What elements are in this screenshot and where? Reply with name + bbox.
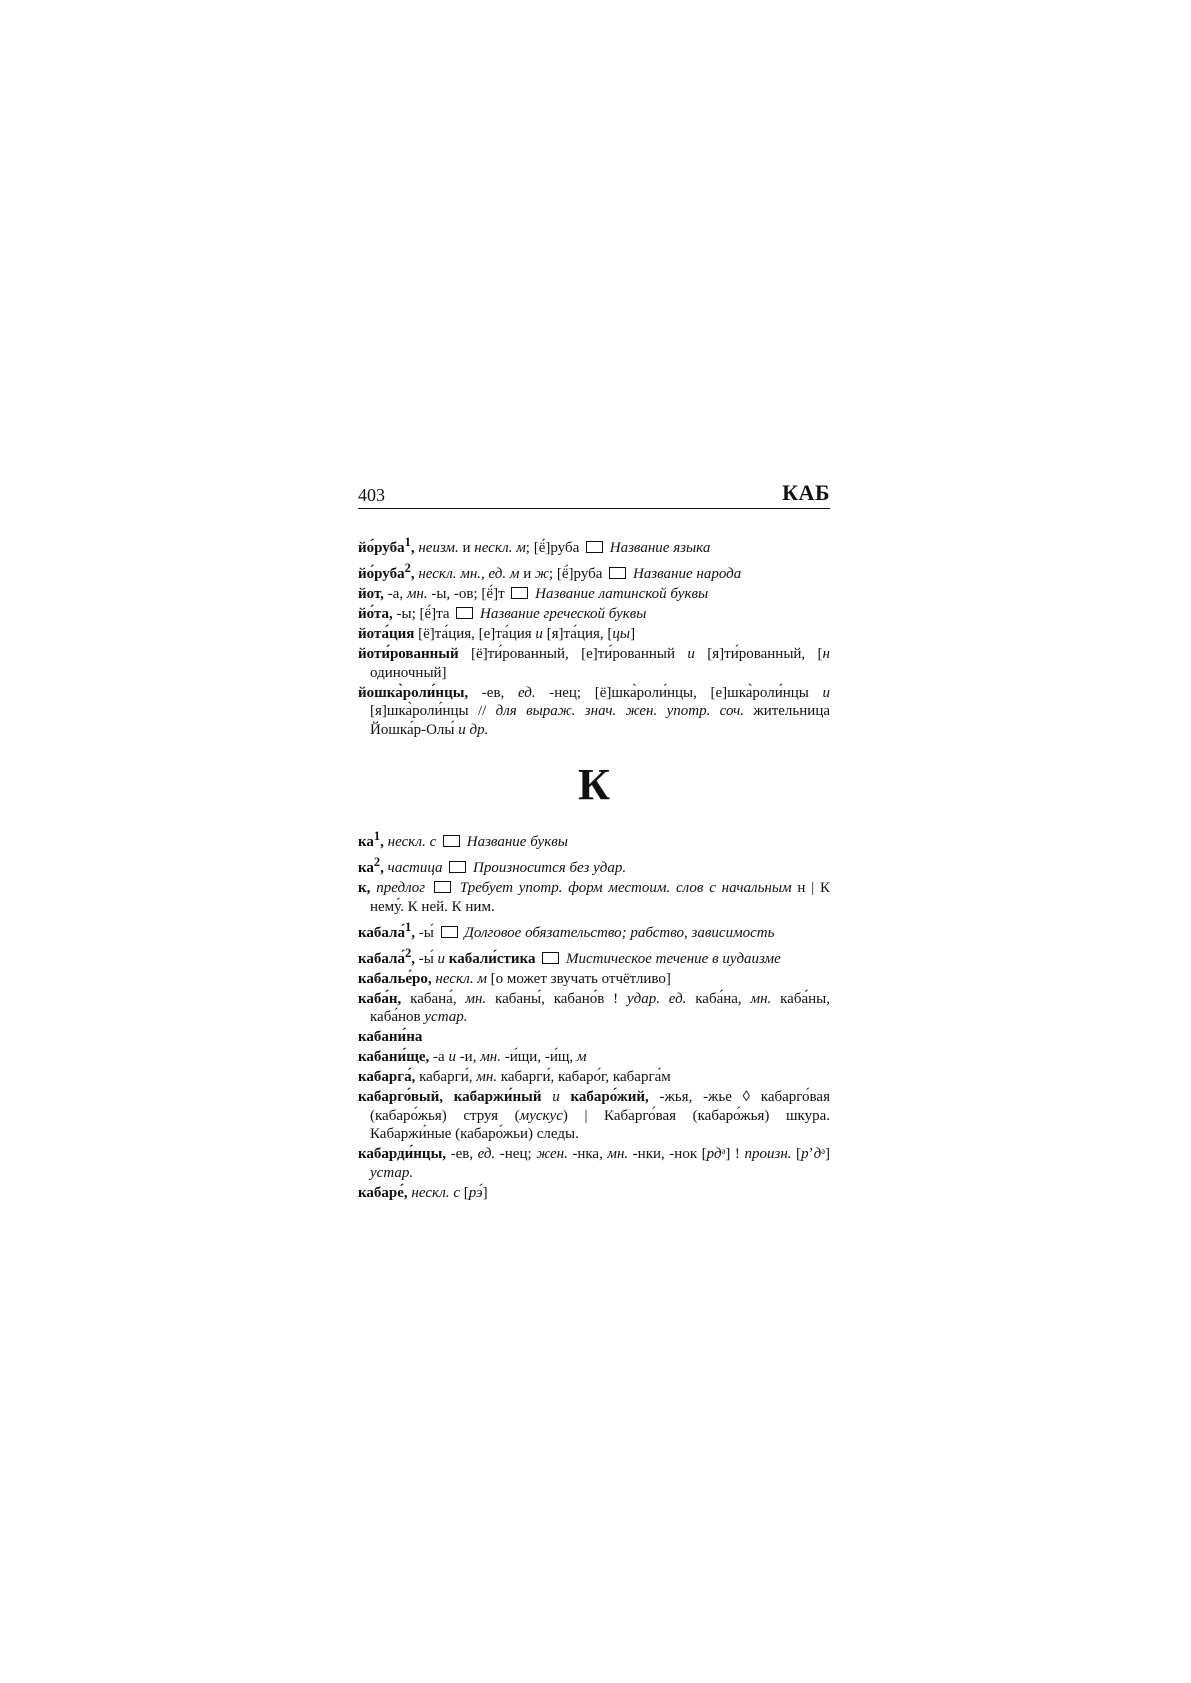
dictionary-entry: кабарди́нцы, -ев, ед. -нец; жен. -нка, мн. -нки, -нок [рдᵊ] ! произн. [рʼдᵊ] устар. bbox=[358, 1146, 830, 1181]
dictionary-entry: йота́ция [ё]та́ция, [е]та́ция и [я]та́ция, [цы] bbox=[358, 626, 636, 642]
page-number: 403 bbox=[358, 485, 385, 505]
dictionary-entry: каба́н, кабана́, мн. кабаны́, кабано́в ! удар. ед. каба́на, мн. каба́ны, каба́нов устар. bbox=[358, 990, 830, 1025]
dictionary-entry: кабани́на bbox=[358, 1029, 423, 1045]
square-symbol-icon bbox=[443, 835, 460, 847]
square-symbol-icon bbox=[441, 926, 458, 938]
dictionary-entry: $ка^2$, частица Произносится без удар. bbox=[358, 855, 627, 876]
entries-section-k bbox=[358, 827, 830, 1202]
square-symbol-icon bbox=[586, 541, 603, 553]
dictionary-entry: кабалье́ро, нескл. м [о может звучать отчётливо] bbox=[358, 970, 671, 987]
square-symbol-icon bbox=[449, 861, 466, 873]
square-symbol-icon bbox=[542, 952, 559, 964]
dictionary-entry: кабани́ще, -а и -и, мн. -и́щи, -и́щ, м bbox=[358, 1049, 587, 1065]
dictionary-entry: кабаре́, нескл. с [рэ́] bbox=[358, 1184, 488, 1201]
dictionary-entry: йо́руба$^1$, неизм. и нескл. м; [ё́]руба Название языка bbox=[358, 535, 711, 556]
dictionary-entry: к, предлог Требует употр. форм местоим. слов с начальным н | К нему́. К ней. К ним. bbox=[358, 880, 831, 915]
dictionary-entry: йо́та, -ы; [ё́]та Название греческой буквы bbox=[358, 606, 647, 622]
dictionary-entry: йот, -а, мн. -ы, -ов; [ё́]т Название латинской буквы bbox=[358, 586, 709, 602]
dictionary-entry: кабарго́вый, кабаржи́ный и кабаро́жий, -жья, -жье ◊ кабарго́вая (кабаро́жья) струя (мускус) | Кабарго́вая (кабаро́жья) шкура. Кабаржи́ные (кабаро́жьи) следы. bbox=[358, 1089, 830, 1142]
dictionary-entry: $ка^1$, нескл. с Название буквы bbox=[358, 829, 568, 850]
square-symbol-icon bbox=[511, 587, 528, 599]
dictionary-entry: кабала́$^2$, -ы́ и кабали́стика Мистическое течение в иудаизме bbox=[358, 945, 781, 967]
dictionary-entry: йоти́рованный [ё]ти́рованный, [е]ти́рованный и [я]ти́рованный, [н одиночный] bbox=[358, 646, 830, 681]
square-symbol-icon bbox=[456, 607, 473, 619]
dictionary-entry: йошка̀роли́нцы, -ев, ед. -нец; [ё]шка̀роли́нцы, [е]шка̀роли́нцы и [я]шка̀роли́нцы // для выраж. знач. жен. употр. соч. жительница Йошка́р-Олы́ и др. bbox=[358, 684, 830, 738]
dictionary-entry: кабала́$^1$, -ы́ Долговое обязательство; рабство, зависимость bbox=[358, 919, 775, 941]
square-symbol-icon bbox=[434, 881, 451, 893]
entries-section-y bbox=[358, 533, 830, 739]
section-letter-heading: К bbox=[578, 760, 610, 809]
dictionary-entry: кабарга́, кабарги́, мн. кабарги́, кабаро́г, кабарга́м bbox=[358, 1069, 671, 1085]
dictionary-page bbox=[358, 480, 830, 1204]
running-head: КАБ bbox=[782, 480, 830, 505]
dictionary-entry: йо́руба$^2$, нескл. мн., ед. м и ж; [ё́]руба Название народа bbox=[358, 561, 742, 582]
page-header bbox=[358, 480, 830, 509]
square-symbol-icon bbox=[609, 567, 626, 579]
